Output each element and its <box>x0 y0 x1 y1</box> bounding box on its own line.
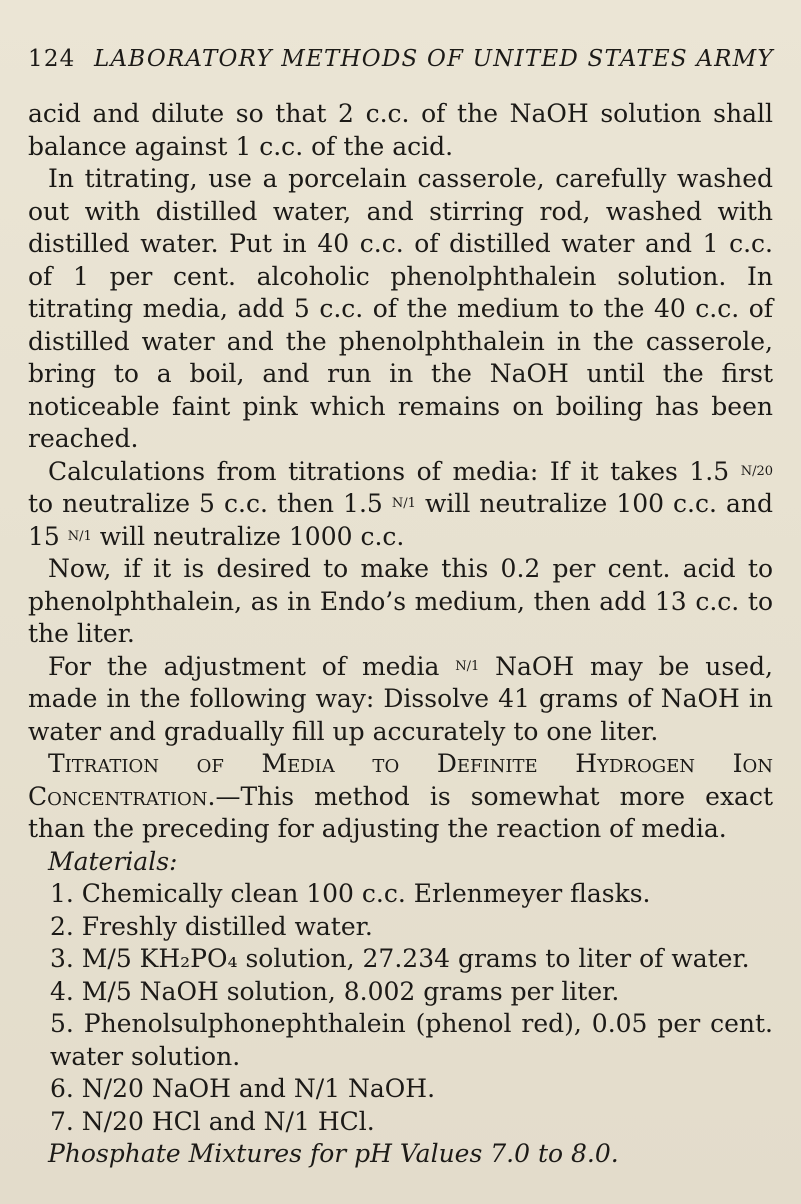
page-body <box>28 98 773 1171</box>
materials-item: 5. Phenolsulphonephthalein (phenol red), 0.05 per cent. water solution. <box>50 1009 773 1071</box>
materials-item: 6. N/20 NaOH and N/1 NaOH. <box>50 1074 436 1103</box>
paragraph-endo: Now, if it is desired to make this 0.2 per cent. acid to phenolphthalein, as in Endo’s medium, then add 13 c.c. to the liter. <box>28 554 773 648</box>
running-head <box>28 46 788 72</box>
materials-item: 7. N/20 HCl and N/1 HCl. <box>50 1106 375 1136</box>
materials-item: 3. M/5 KH₂PO₄ solution, 27.234 grams to liter of water. <box>50 944 750 973</box>
paragraph-adjustment: For the adjustment of media $^{N/1}$ NaOH may be used, made in the following way: Dissolve 41 grams of NaOH in water and gradually fill up accurately to one liter. <box>28 651 773 746</box>
materials-item: 4. M/5 NaOH solution, 8.002 grams per liter. <box>50 976 620 1006</box>
subheading-phosphate: Phosphate Mixtures for pH Values 7.0 to 8.0. <box>48 1139 619 1168</box>
materials-heading: Materials: <box>48 846 178 876</box>
materials-item: 1. Chemically clean 100 c.c. Erlenmeyer flasks. <box>50 879 651 908</box>
materials-item: 2. Freshly distilled water. <box>50 911 373 941</box>
page-number: 124 <box>28 46 76 72</box>
fraction-normality: N/1 <box>67 528 92 544</box>
running-title: LABORATORY METHODS OF UNITED STATES ARMY <box>94 46 774 72</box>
paragraph-titrating: In titrating, use a porcelain casserole, carefully washed out with distilled water, and stirring rod, washed with distilled water. Put in 40 c.c. of distilled water and 1 c.c. of 1 per cent. alcoholic phenolphthalein solution. In titrating media, add 5 c.c. of the medium to the 40 c.c. of distilled water and the phenolphthalein in the casserole, bring to a boil, and run in the NaOH until the first noticeable faint pink which remains on boiling has been reached. <box>28 164 773 453</box>
section-heading: Titration of Media to Definite Hydrogen Ion Concentration. <box>28 749 773 811</box>
fraction-normality: N/1 <box>455 658 480 674</box>
paragraph-titration-method: Titration of Media to Definite Hydrogen Ion Concentration.—This method is somewhat more exact than the preceding for adjusting the reaction of media. <box>28 749 773 843</box>
paragraph-calculations: Calculations from titrations of media: If it takes 1.5 $^{N/20}$ to neutralize 5 c.c. then 1.5 $^{N/1}$ will neutralize 100 c.c. and 15 $^{N/1}$ will neutralize 1000 c.c. <box>28 456 774 551</box>
paragraph-continuation: acid and dilute so that 2 c.c. of the NaOH solution shall balance against 1 c.c. of the acid. <box>28 99 773 161</box>
fraction-normality: N/1 <box>391 496 416 511</box>
fraction-normality: N/20 <box>740 463 774 479</box>
